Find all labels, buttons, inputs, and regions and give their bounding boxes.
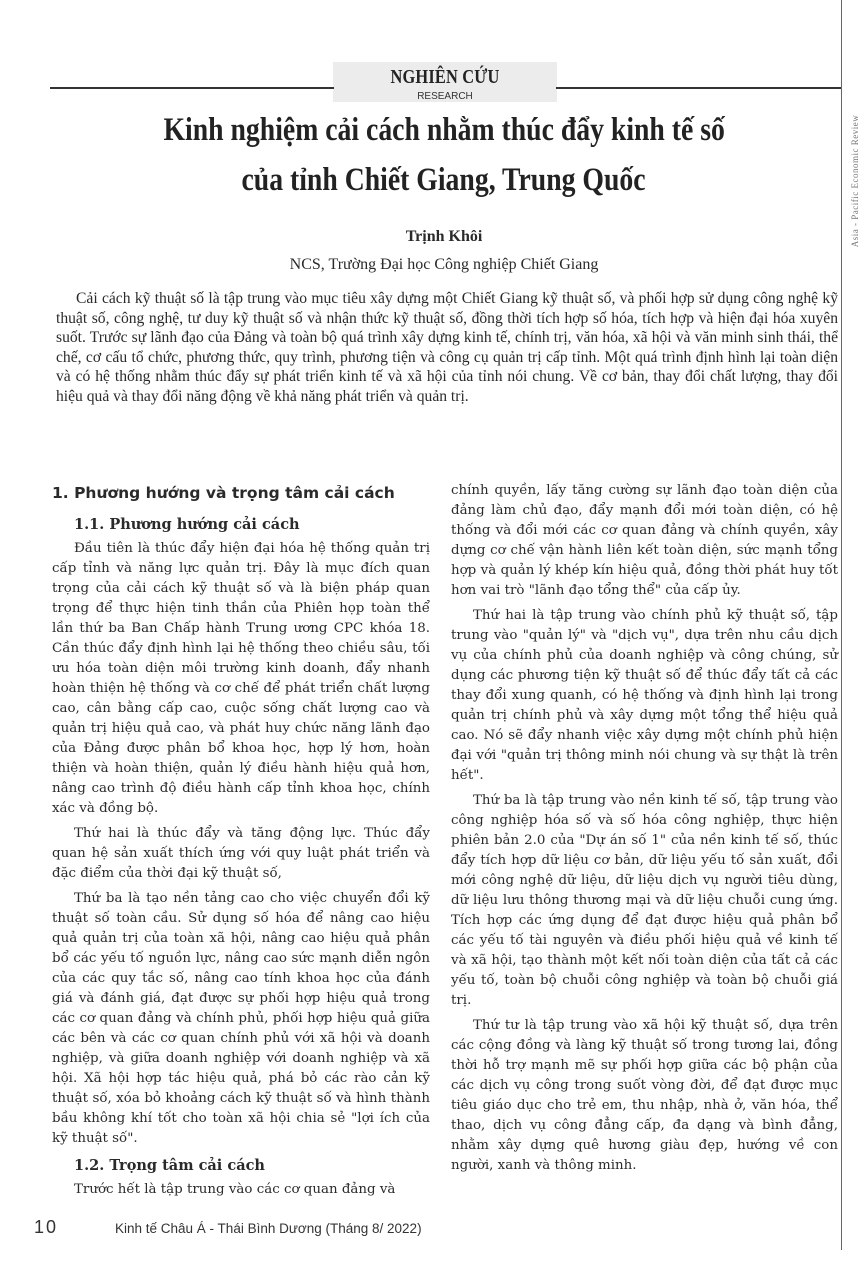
side-journal-text: Asia - Pacific Economic Review xyxy=(850,114,860,248)
author-affiliation: NCS, Trường Đại học Công nghiệp Chiết Giang xyxy=(289,256,599,273)
page-number: 10 xyxy=(34,1217,59,1237)
paragraph-continued: chính quyền, lấy tăng cường sự lãnh đạo toàn diện của đảng làm chủ đạo, đẩy mạnh đổi mới toàn diện, có hệ thống và đổi mới các cơ quan đảng và chính quyền, xây dựng cơ chế vận hành liên kết toàn diện, sức mạnh tổng hợp và quản lý khép kín hiệu quả, đồng thời phát huy tốt hơn vai trò "lãnh đạo tổng thể" của cấp ủy. xyxy=(451,483,838,598)
paragraph: Thứ tư là tập trung vào xã hội kỹ thuật số, dựa trên các cộng đồng và làng kỹ thuật số trong tương lai, đồng thời hỗ trợ mạnh mẽ sự phối hợp giữa các bộ phận của các dịch vụ công trong suốt vòng đời, để đạt được mục tiêu giáo dục cho trẻ em, thu nhập, nhà ở, văn hóa, thể thao, dịch vụ công đẳng cấp, đa dạng và bình đẳng, nhằm xây dựng quê hương giàu đẹp, hướng về con người, xanh và thông minh. xyxy=(451,1018,838,1173)
right-column xyxy=(451,481,838,1181)
abstract: Cải cách kỹ thuật số là tập trung vào mục tiêu xây dựng một Chiết Giang kỹ thuật số, và phối hợp sử dụng công nghệ kỹ thuật số, công nghệ, tư duy kỹ thuật số và nhận thức kỹ thuật số, đồng thời tích hợp số hóa, tích hợp và hiện đại hóa xuyên suốt. Trước sự lãnh đạo của Đảng và toàn bộ quá trình xây dựng kinh tế, chính trị, văn hóa, xã hội và văn minh sinh thái, thể chế, cơ cấu tổ chức, phương thức, quy trình, phương tiện và công cụ quản trị cấp tỉnh. Một quá trình định hình lại toàn diện và có hệ thống nhằm thúc đẩy sự phát triển kinh tế và xã hội của tỉnh nói chung. Về cơ bản, thay đổi chất lượng, thay đổi hiệu quả và thay đổi năng động về khả năng phát triển và quản trị. xyxy=(56,290,838,405)
margin-rule xyxy=(841,0,842,1250)
paragraph: Thứ hai là tập trung vào chính phủ kỹ thuật số, tập trung vào "quản lý" và "dịch vụ", dựa trên nhu cầu dịch vụ của chính phủ của doanh nghiệp và công chúng, sử dụng các phương tiện kỹ thuật số để thúc đẩy tất cả các thay đổi xung quanh, có hệ thống và định hình lại trong quản trị chính phủ và xây dựng một tổng thể hiệu quả cao. Nó sẽ đẩy nhanh việc xây dựng một chính phủ hiện đại với "quản trị thông minh nói chung và sự thật là trên hết". xyxy=(451,608,838,783)
section-1-2-heading: 1.2. Trọng tâm cải cách xyxy=(74,1157,265,1174)
section-1-heading: 1. Phương hướng và trọng tâm cải cách xyxy=(52,484,395,502)
header-rule-left xyxy=(50,87,334,89)
author-name: Trịnh Khôi xyxy=(405,228,483,245)
title-text-2: của tỉnh Chiết Giang, Trung Quốc xyxy=(241,162,647,198)
header-rule-right xyxy=(556,87,841,89)
paragraph: Thứ ba là tập trung vào nền kinh tế số, tập trung vào công nghiệp hóa số và số hóa công nghiệp, thực hiện phiên bản 2.0 của "Dự án số 1" của nền kinh tế số, thúc đẩy tích hợp dữ liệu cơ bản, dữ liệu yếu tố sản xuất, đổi mới công nghệ dữ liệu, dữ liệu dịch vụ người tiêu dùng, dữ liệu lưu thông thương mại và dữ liệu chuỗi cung ứng. Tích hợp các ứng dụng để đạt được hiệu quả phân bổ các yếu tố tài nguyên và điều phối hiệu quả về kinh tế và xã hội, tạo thành một kết nối toàn diện của tất cả các yếu tố, toàn bộ chuỗi công nghiệp và toàn bộ chuỗi giá trị. xyxy=(451,793,838,1008)
paragraph: Đầu tiên là thúc đẩy hiện đại hóa hệ thống quản trị cấp tỉnh và năng lực quản trị. Đây là mục đích quan trọng của cải cách kỹ thuật số và là biện pháp quan trọng để thực hiện tinh thần của Phiên họp toàn thể lần thứ ba Ban Chấp hành Trung ương CPC khóa 18. Cần thúc đẩy định hình lại hệ thống theo chiều sâu, tối ưu hóa toàn diện môi trường kinh doanh, đẩy nhanh hoàn thiện hệ thống và cơ chế để phát triển chất lượng cao, cân bằng cấp cao, cuộc sống chất lượng cao và quản trị hiệu quả cao, và phát huy chức năng lãnh đạo của Đảng được phân bổ khoa học, hợp lý hơn, hoàn thiện và hoàn thiện, quản lý điều hành hiệu quả hơn, nâng cao trình độ điều hành cấp tỉnh khoa học, chính xác và đồng bộ. xyxy=(52,541,430,816)
article-title-line-1 xyxy=(50,112,838,149)
section-sublabel: RESEARCH xyxy=(417,91,473,102)
left-column xyxy=(52,481,430,1205)
section-label: NGHIÊN CỨU xyxy=(390,66,500,88)
title-text-1: Kinh nghiệm cải cách nhằm thúc đẩy kinh tế số xyxy=(163,112,725,148)
paragraph: Thứ ba là tạo nền tảng cao cho việc chuyển đổi kỹ thuật số toàn cầu. Sử dụng số hóa để nâng cao hiệu quả quản trị của toàn xã hội, nâng cao hiệu quả phân bổ các yếu tố nguồn lực, nâng cao sức mạnh diễn ngôn của các quy tắc số, nâng cao tính khoa học của đánh giá và đánh giá, đạt được sự phối hợp hiệu quả trong các cơ quan đảng và chính phủ, phối hợp hiệu quả giữa các bên và các cơ quan chính phủ với xã hội và doanh nghiệp, và giữa doanh nghiệp với doanh nghiệp và xã hội. Xã hội hợp tác hiệu quả, phá bỏ các rào cản kỹ thuật số, xóa bỏ khoảng cách kỹ thuật số và hình thành bầu không khí tốt cho toàn xã hội chia sẻ "lợi ích của kỹ thuật số". xyxy=(52,891,430,1146)
paragraph: Trước hết là tập trung vào các cơ quan đảng và xyxy=(74,1182,396,1197)
section-1-1-heading: 1.1. Phương hướng cải cách xyxy=(74,516,300,533)
paragraph: Thứ hai là thúc đẩy và tăng động lực. Thúc đẩy quan hệ sản xuất thích ứng với quy luật phát triển và đặc điểm của thời đại kỹ thuật số, xyxy=(52,826,430,881)
journal-footer: Kinh tế Châu Á - Thái Bình Dương (Tháng 8/ 2022) xyxy=(115,1221,422,1236)
article-title-line-2 xyxy=(50,162,838,199)
